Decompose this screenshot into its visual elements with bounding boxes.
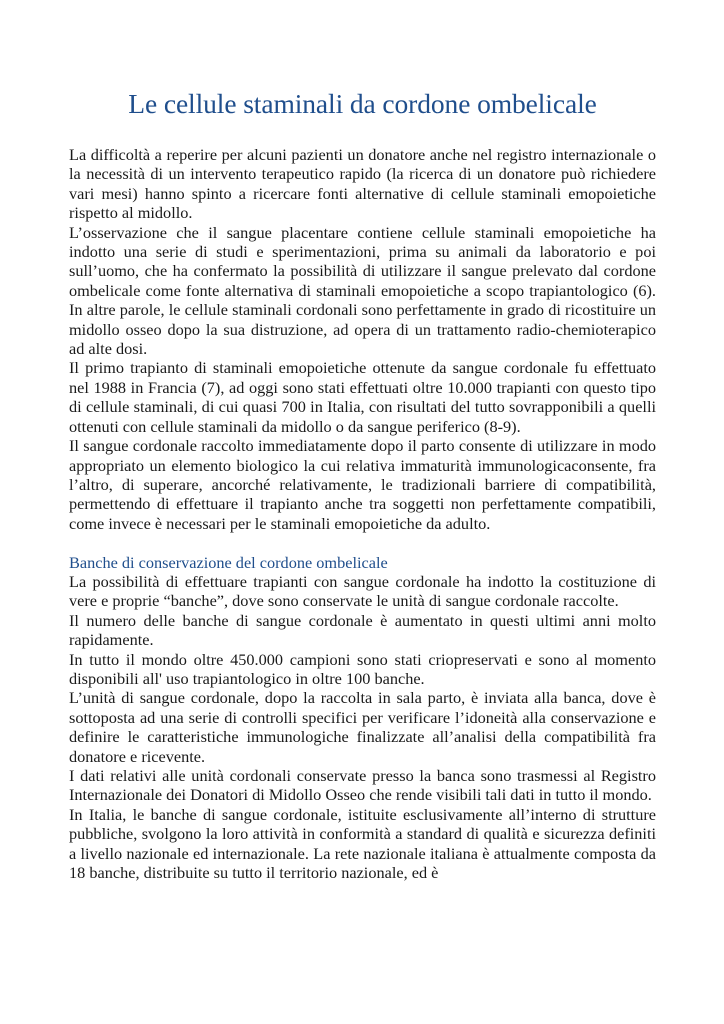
- section-paragraph-2: Il numero delle banche di sangue cordonale è aumentato in questi ultimi anni molto rapidamente.: [69, 610, 656, 650]
- document-title: Le cellule staminali da cordone ombelicale: [128, 88, 597, 119]
- intro-paragraph-4: Il sangue cordonale raccolto immediatamente dopo il parto consente di utilizzare in modo appropriato un elemento biologico la cui relativa immaturità immunologicaconsente, fra l’altro, di superare, ancorché relativamente, le tradizionali barriere di compatibilità, permettendo di effettuare il trapianto anche tra soggetti non perfettamente compatibili, come invece è necessari per le staminali emopoietiche da adulto.: [69, 436, 656, 533]
- intro-paragraph-2: L’osservazione che il sangue placentare contiene cellule staminali emopoietiche ha indotto una serie di studi e sperimentazioni, prima su animali da laboratorio e poi sull’uomo, che ha confermato la possibilità di utilizzare il sangue prelevato dal cordone ombelicale come fonte alternativa di staminali emopoietiche a scopo trapiantologico (6). In altre parole, le cellule staminali cordonali sono perfettamente in grado di ricostituire un midollo osseo dopo la sua distruzione, ad opera di un trattamento radio-chemioterapico ad alte dosi.: [69, 222, 656, 359]
- section-paragraph-3: In tutto il mondo oltre 450.000 campioni sono stati criopreservati e sono al momento disponibili all' uso trapiantologico in oltre 100 banche.: [69, 649, 656, 688]
- section-paragraph-4: L’unità di sangue cordonale, dopo la raccolta in sala parto, è inviata alla banca, dove è sottoposta ad una serie di controlli specifici per verificare l’idoneità alla conservazione e definire le caratteristiche immunologiche finalizzate all’analisi della compatibilità fra donatore e ricevente.: [69, 688, 656, 766]
- intro-paragraph-3: Il primo trapianto di staminali emopoietiche ottenute da sangue cordonale fu effettuato nel 1988 in Francia (7), ad oggi sono stati effettuati oltre 10.000 trapianti con questo tipo di cellule staminali, di cui quasi 700 in Italia, con risultati del tutto sovrapponibili a quelli ottenuti con cellule staminali da midollo o da sangue periferico (8-9).: [69, 358, 656, 436]
- section-paragraph-1: La possibilità di effettuare trapianti con sangue cordonale ha indotto la costituzione di vere e proprie “banche”, dove sono conservate le unità di sangue cordonale raccolte.: [69, 571, 656, 611]
- section-paragraph-6: In Italia, le banche di sangue cordonale, istituite esclusivamente all’interno di strutture pubbliche, svolgono la loro attività in conformità a standard di qualità e sicurezza definiti a livello nazionale ed internazionale. La rete nazionale italiana è attualmente composta da 18 banche, distribuite su tutto il territorio nazionale, ed è: [69, 804, 656, 883]
- section-heading: Banche di conservazione del cordone ombelicale: [69, 552, 388, 572]
- document-page: [69, 84, 656, 882]
- intro-paragraph-1: La difficoltà a reperire per alcuni pazienti un donatore anche nel registro internazionale o la necessità di un intervento terapeutico rapido (la ricerca di un donatore può richiedere vari mesi) hanno spinto a ricercare fonti alternative di cellule staminali emopoietiche rispetto al midollo.: [69, 145, 656, 223]
- section-paragraph-5: I dati relativi alle unità cordonali conservate presso la banca sono trasmessi al Registro Internazionale dei Donatori di Midollo Osseo che rende visibili tali dati in tutto il mondo.: [69, 765, 656, 805]
